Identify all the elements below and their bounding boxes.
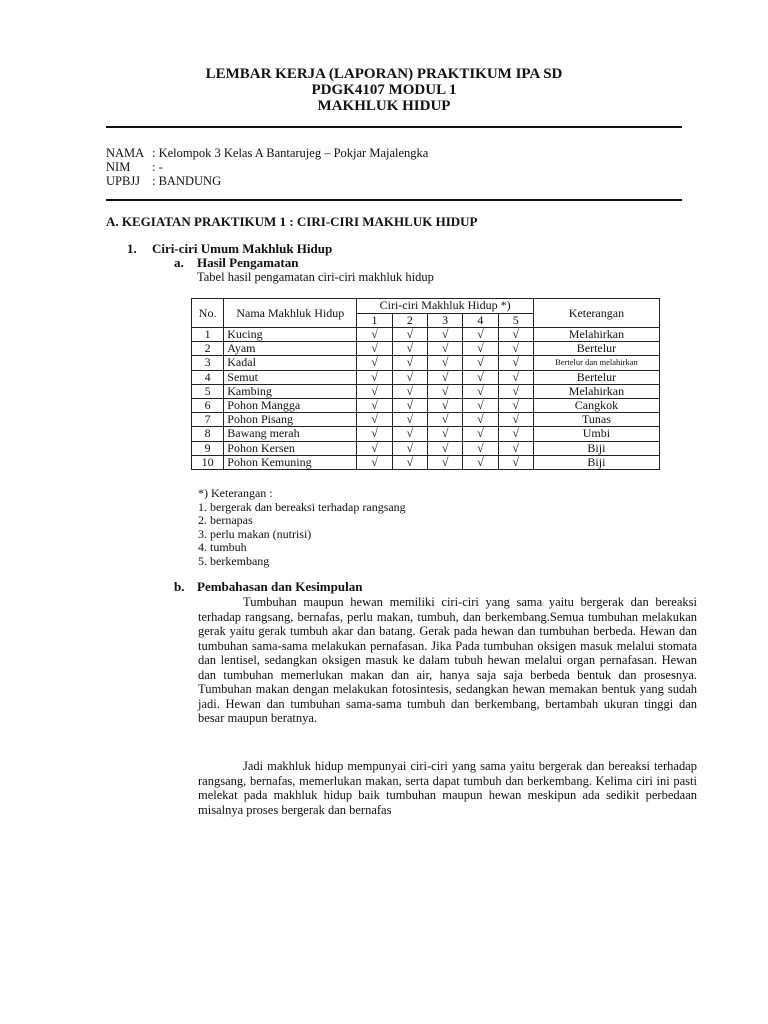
trait-check-mark: √ <box>427 370 462 384</box>
trait-check-mark: √ <box>392 328 427 342</box>
legend-item: 4. tumbuh <box>198 540 247 555</box>
trait-check-mark: √ <box>463 441 498 455</box>
trait-check-mark: √ <box>392 384 427 398</box>
trait-number: 3 <box>427 313 462 328</box>
row-organism-name: Kucing <box>224 328 357 342</box>
trait-legend <box>198 487 406 569</box>
trait-check-mark: √ <box>463 356 498 370</box>
trait-check-mark: √ <box>498 356 533 370</box>
table-row <box>192 441 660 455</box>
trait-check-mark: √ <box>427 441 462 455</box>
trait-check-mark: √ <box>392 356 427 370</box>
trait-check-mark: √ <box>357 398 392 412</box>
trait-number: 5 <box>498 313 533 328</box>
header-note: Keterangan <box>533 299 659 328</box>
row-number: 2 <box>192 342 224 356</box>
identity-value: : BANDUNG <box>152 174 222 188</box>
trait-check-mark: √ <box>357 370 392 384</box>
trait-check-mark: √ <box>463 427 498 441</box>
table-row <box>192 427 660 441</box>
table-row <box>192 398 660 412</box>
trait-check-mark: √ <box>392 413 427 427</box>
sub-b-title: Pembahasan dan Kesimpulan <box>197 579 363 594</box>
identity-nim-row <box>106 160 163 174</box>
row-number: 5 <box>192 384 224 398</box>
legend-heading: *) Keterangan : <box>198 486 273 500</box>
document-title: LEMBAR KERJA (LAPORAN) PRAKTIKUM IPA SD <box>205 66 563 82</box>
table-row <box>192 342 660 356</box>
trait-check-mark: √ <box>357 342 392 356</box>
table-row <box>192 370 660 384</box>
row-number: 8 <box>192 427 224 441</box>
row-organism-name: Pohon Pisang <box>224 413 357 427</box>
module-title: MAKHLUK HIDUP <box>317 98 451 114</box>
trait-check-mark: √ <box>357 384 392 398</box>
identity-value: : - <box>152 160 163 174</box>
trait-check-mark: √ <box>427 427 462 441</box>
trait-check-mark: √ <box>392 398 427 412</box>
trait-check-mark: √ <box>463 342 498 356</box>
header-divider <box>106 126 682 128</box>
row-number: 3 <box>192 356 224 370</box>
row-organism-name: Kadal <box>224 356 357 370</box>
section-a-heading: A. KEGIATAN PRAKTIKUM 1 : CIRI-CIRI MAKHLUK HIDUP <box>106 214 478 229</box>
identity-name-row <box>106 146 428 160</box>
row-organism-name: Pohon Mangga <box>224 398 357 412</box>
trait-check-mark: √ <box>498 384 533 398</box>
row-number: 4 <box>192 370 224 384</box>
row-organism-name: Pohon Kemuning <box>224 455 357 469</box>
conclusion-paragraph <box>198 759 697 817</box>
table-row <box>192 356 660 370</box>
trait-check-mark: √ <box>427 356 462 370</box>
trait-check-mark: √ <box>357 455 392 469</box>
trait-check-mark: √ <box>498 455 533 469</box>
trait-check-mark: √ <box>463 455 498 469</box>
table-caption: Tabel hasil pengamatan ciri-ciri makhluk hidup <box>197 270 434 284</box>
row-organism-name: Ayam <box>224 342 357 356</box>
trait-check-mark: √ <box>463 328 498 342</box>
row-number: 9 <box>192 441 224 455</box>
trait-number: 1 <box>357 313 392 328</box>
identity-label: NAMA <box>106 146 145 160</box>
header-name: Nama Makhluk Hidup <box>224 299 357 328</box>
row-note: Cangkok <box>533 398 659 412</box>
trait-check-mark: √ <box>357 441 392 455</box>
trait-check-mark: √ <box>427 328 462 342</box>
legend-item: 1. bergerak dan bereaksi terhadap rangsang <box>198 499 406 514</box>
trait-check-mark: √ <box>463 384 498 398</box>
trait-check-mark: √ <box>427 384 462 398</box>
table-row <box>192 413 660 427</box>
paragraph-text: Tumbuhan maupun hewan memiliki ciri-ciri yang sama yaitu bergerak dan bereaksi terhadap rangsang, bernafas, perlu makan, tumbuh, dan berkembang.Semua tumbuhan melakukan gerak yaitu gerak tumbuh akar dan batang. Gerak pada hewan dan tumbuhan berbeda. Hewan dan tumbuhan sama-sama melakukan pernafasan. Jika Pada tumbuhan oksigen masuk melalui stomata dan lentisel, sedangkan oksigen masuk ke dalam tubuh hewan melalui organ pernafasan. Hewan dan tumbuhan memerlukan makan dan air, hanya saja saja berbeda bentuk dan prosesnya. Tumbuhan makan dengan melakukan fotosintesis, sedangkan hewan memakan bentuk yang sudah jadi. Hewan dan tumbuhan sama-sama tumbuh dan berkembang, bertambah ukuran tinggi dan besar maupun beratnya. <box>198 595 697 725</box>
trait-check-mark: √ <box>427 455 462 469</box>
trait-check-mark: √ <box>392 342 427 356</box>
sub-b-letter: b. <box>174 579 185 594</box>
row-number: 10 <box>192 455 224 469</box>
legend-item: 3. perlu makan (nutrisi) <box>198 526 312 541</box>
trait-check-mark: √ <box>392 455 427 469</box>
row-note: Melahirkan <box>533 328 659 342</box>
row-note: Bertelur <box>533 342 659 356</box>
trait-check-mark: √ <box>427 342 462 356</box>
legend-item: 5. berkembang <box>198 553 270 568</box>
identity-label: NIM <box>106 160 131 174</box>
trait-check-mark: √ <box>498 413 533 427</box>
row-note: Bertelur <box>533 370 659 384</box>
trait-number: 2 <box>392 313 427 328</box>
table-row <box>192 384 660 398</box>
trait-check-mark: √ <box>498 342 533 356</box>
identity-label: UPBJJ <box>106 174 141 188</box>
trait-check-mark: √ <box>392 427 427 441</box>
trait-check-mark: √ <box>498 370 533 384</box>
row-note: Melahirkan <box>533 384 659 398</box>
identity-value: : Kelompok 3 Kelas A Bantarujeg – Pokjar Majalengka <box>152 146 429 160</box>
row-note: Biji <box>533 455 659 469</box>
trait-check-mark: √ <box>463 370 498 384</box>
row-number: 7 <box>192 413 224 427</box>
row-number: 6 <box>192 398 224 412</box>
table-row <box>192 455 660 469</box>
trait-check-mark: √ <box>357 328 392 342</box>
item-1-number: 1. <box>127 241 137 256</box>
trait-check-mark: √ <box>498 427 533 441</box>
row-organism-name: Kambing <box>224 384 357 398</box>
trait-check-mark: √ <box>463 398 498 412</box>
row-organism-name: Semut <box>224 370 357 384</box>
item-1-title: Ciri-ciri Umum Makhluk Hidup <box>152 241 333 256</box>
row-note: Tunas <box>533 413 659 427</box>
row-note: Bertelur dan melahirkan <box>533 356 659 370</box>
trait-check-mark: √ <box>427 398 462 412</box>
header-traits: Ciri-ciri Makhluk Hidup *) <box>357 299 533 314</box>
trait-check-mark: √ <box>392 441 427 455</box>
table-row <box>192 328 660 342</box>
header-no: No. <box>192 299 224 328</box>
row-organism-name: Pohon Kersen <box>224 441 357 455</box>
trait-check-mark: √ <box>427 413 462 427</box>
trait-check-mark: √ <box>498 398 533 412</box>
legend-item: 2. bernapas <box>198 513 253 528</box>
trait-check-mark: √ <box>498 328 533 342</box>
trait-check-mark: √ <box>357 413 392 427</box>
observation-table <box>191 298 660 470</box>
row-organism-name: Bawang merah <box>224 427 357 441</box>
sub-a-letter: a. <box>174 255 184 270</box>
trait-check-mark: √ <box>392 370 427 384</box>
paragraph-text: Jadi makhluk hidup mempunyai ciri-ciri yang sama yaitu bergerak dan bereaksi terhadap rangsang, bernafas, memerlukan makan, serta dapat tumbuh dan berkembang. Kelima ciri ini pasti melekat pada makhluk hidup baik tumbuhan maupun hewan meskipun ada sedikit perbedaan misalnya proses bergerak dan bernafas <box>198 759 697 817</box>
identity-upbjj-row <box>106 174 221 188</box>
sub-a-title: Hasil Pengamatan <box>197 255 299 270</box>
identity-divider <box>106 199 682 201</box>
row-note: Biji <box>533 441 659 455</box>
discussion-paragraph <box>198 595 697 726</box>
trait-check-mark: √ <box>498 441 533 455</box>
course-code: PDGK4107 MODUL 1 <box>311 82 457 98</box>
table-header-row <box>192 299 660 314</box>
trait-check-mark: √ <box>357 356 392 370</box>
trait-check-mark: √ <box>463 413 498 427</box>
row-note: Umbi <box>533 427 659 441</box>
trait-check-mark: √ <box>357 427 392 441</box>
trait-number: 4 <box>463 313 498 328</box>
row-number: 1 <box>192 328 224 342</box>
